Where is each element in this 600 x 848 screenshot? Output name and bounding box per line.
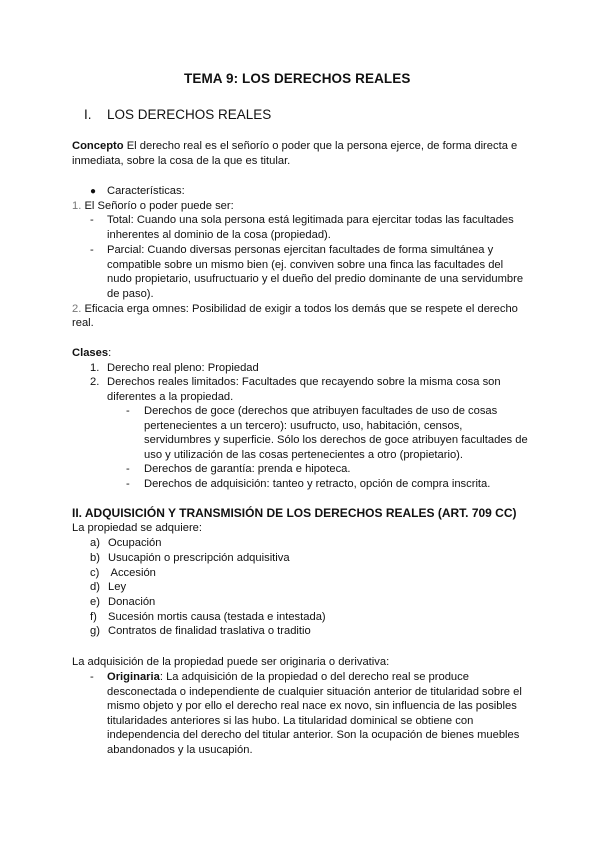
- clases-heading: [72, 346, 111, 361]
- caracteristicas-item-1: [72, 199, 234, 214]
- adquisicion-paragraph: La adquisición de la propiedad puede ser originaria o derivativa:: [72, 656, 390, 668]
- sub-dash: -: [90, 214, 94, 226]
- parcial-line-4: de paso).: [107, 288, 154, 300]
- sub-dash: -: [90, 671, 94, 683]
- caracteristicas-item-1-text: El Señorío o poder puede ser:: [81, 200, 234, 212]
- list-item-letter: f): [90, 611, 97, 623]
- concepto-line-1: El derecho real es el señorío o poder que la persona ejerce, de forma directa e: [123, 140, 518, 152]
- list-item-letter: d): [90, 581, 100, 593]
- section-2-intro: La propiedad se adquiere:: [72, 522, 203, 534]
- caracteristicas-item-2-number: 2.: [72, 303, 82, 315]
- sub-dash: -: [90, 244, 94, 256]
- list-item-text: Donación: [108, 596, 156, 608]
- originaria-line-6: abandonados y la usucapión.: [107, 744, 253, 756]
- originaria-text: : La adquisición de la propiedad o del derecho real se produce: [159, 671, 469, 683]
- caracteristicas-item-2-line-1: Eficacia erga omnes: Posibilidad de exigir a todos los demás que se respete el derecho: [81, 303, 518, 315]
- section-1-number: I.: [84, 107, 92, 122]
- parcial-line-2: compatible sobre un mismo bien (ej. conviven sobre una finca las facultades del: [107, 259, 504, 271]
- originaria-line-2: desconectada o independiente de cualquier situación anterior de titularidad sobre el: [107, 686, 522, 698]
- total-line-1: Total: Cuando una sola persona está legitimada para ejercitar todas las facultades: [107, 214, 514, 226]
- list-item-text: Usucapión o prescripción adquisitiva: [108, 552, 290, 564]
- clases-item-1-text: Derecho real pleno: Propiedad: [107, 362, 259, 374]
- list-item-letter: a): [90, 537, 100, 549]
- clases-item-2-line-1: Derechos reales limitados: Facultades que recayendo sobre la misma cosa son: [107, 376, 501, 388]
- concepto-line-2: inmediata, sobre la cosa de la que es titular.: [72, 155, 291, 167]
- list-item-text: Contratos de finalidad traslativa o traditio: [108, 625, 311, 637]
- goce-line-4: uso y utilización de las cosas pertenecientes a otro (propietario).: [144, 449, 464, 461]
- caracteristicas-item-1-number: 1.: [72, 200, 82, 212]
- sub-dash: -: [126, 405, 130, 417]
- clases-item-1-number: 1.: [90, 362, 100, 374]
- list-item-text: Accesión: [108, 567, 156, 579]
- concepto-label: Concepto: [72, 140, 124, 152]
- clases-colon: :: [108, 347, 112, 359]
- caracteristicas-label: Características:: [107, 185, 185, 197]
- caracteristicas-item-2: [72, 302, 518, 317]
- list-item-letter: e): [90, 596, 100, 608]
- clases-item-2-number: 2.: [90, 376, 100, 388]
- list-item-text: Ocupación: [108, 537, 162, 549]
- originaria-line-4: titularidades anteriores si las hubo. La titularidad dominical se obtiene con: [107, 715, 474, 727]
- bullet-icon: ●: [90, 186, 97, 197]
- goce-line-3: servidumbres y superficie. Sólo los derechos de goce atribuyen facultades de: [144, 434, 528, 446]
- goce-line-1: Derechos de goce (derechos que atribuyen facultades de uso de cosas: [144, 405, 498, 417]
- section-2-heading: II. ADQUISICIÓN Y TRANSMISIÓN DE LOS DERECHOS REALES (ART. 709 CC): [72, 506, 517, 520]
- sub-dash: -: [126, 463, 130, 475]
- list-item-letter: b): [90, 552, 100, 564]
- adquisicion-line: Derechos de adquisición: tanteo y retracto, opción de compra inscrita.: [144, 478, 491, 490]
- parcial-line-1: Parcial: Cuando diversas personas ejercitan facultades de forma simultánea y: [107, 244, 494, 256]
- section-1-heading: LOS DERECHOS REALES: [107, 107, 272, 122]
- list-item-text: Ley: [108, 581, 127, 593]
- concepto-paragraph: [72, 139, 517, 154]
- caracteristicas-item-2-line-2: real.: [72, 317, 94, 329]
- total-line-2: inherentes al dominio de la cosa (propiedad).: [107, 229, 331, 241]
- document-title: TEMA 9: LOS DERECHOS REALES: [184, 71, 411, 86]
- originaria-label: Originaria: [107, 671, 160, 683]
- clases-label: Clases: [72, 347, 109, 359]
- originaria-line-1: [107, 670, 469, 685]
- list-item-text: Sucesión mortis causa (testada e intestada): [108, 611, 326, 623]
- list-item-letter: g): [90, 625, 100, 637]
- sub-dash: -: [126, 478, 130, 490]
- garantia-line: Derechos de garantía: prenda e hipoteca.: [144, 463, 351, 475]
- originaria-line-5: independencia del derecho del titular anterior. Son la ocupación de bienes muebles: [107, 729, 520, 741]
- list-item-letter: c): [90, 567, 100, 579]
- originaria-line-3: mismo objeto y por ello el derecho real nace ex novo, sin influencia de las posibles: [107, 700, 517, 712]
- clases-item-2-line-2: diferentes a la propiedad.: [107, 391, 234, 403]
- goce-line-2: pertenecientes a un tercero): usufructo, uso, habitación, censos,: [144, 420, 463, 432]
- parcial-line-3: nudo propietario, usufructuario y el dueño del predio dominante de una servidumbre: [107, 273, 524, 285]
